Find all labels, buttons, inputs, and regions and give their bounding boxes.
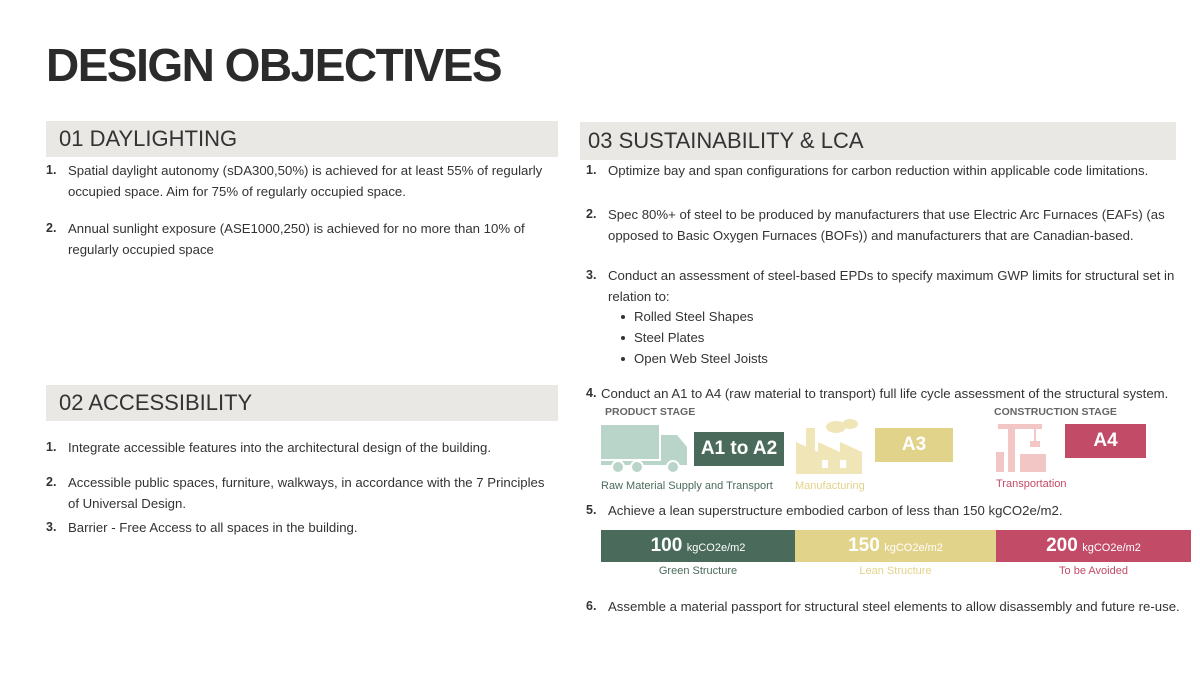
bar-unit: kgCO2e/m2 — [1082, 542, 1141, 554]
caption-lean-structure: Lean Structure — [859, 565, 932, 577]
caption-manufacturing: Manufacturing — [795, 480, 865, 492]
item-text-line: of Universal Design. — [68, 496, 187, 511]
stage-a3: A3 — [875, 428, 953, 462]
item-text-line: occupied space. Aim for 75% of regularly occupied space. — [68, 184, 406, 199]
bar-value: 150 — [848, 535, 880, 556]
item-text-line: Barrier - Free Access to all spaces in the building. — [68, 520, 358, 535]
section-heading-daylighting: 01 DAYLIGHTING — [46, 121, 558, 157]
item-number: 3. — [586, 268, 597, 282]
bar-unit: kgCO2e/m2 — [884, 542, 943, 554]
caption-transportation: Transportation — [996, 478, 1067, 490]
item-text-line: Achieve a lean superstructure embodied carbon of less than 150 kgCO2e/m2. — [608, 503, 1063, 518]
item-number: 6. — [586, 599, 597, 613]
construction-stage-label: CONSTRUCTION STAGE — [994, 406, 1117, 418]
item-number: 4. — [586, 386, 597, 400]
bullet-item: Rolled Steel Shapes — [621, 306, 768, 327]
product-stage-label: PRODUCT STAGE — [605, 406, 696, 418]
bar-value: 200 — [1046, 535, 1078, 556]
item-text-line: Assemble a material passport for structural steel elements to allow disassembly and future re-use. — [608, 599, 1180, 614]
item-number: 3. — [46, 520, 57, 534]
item-number: 1. — [46, 440, 57, 454]
item-number: 1. — [586, 163, 597, 177]
carbon-bar-green — [601, 530, 795, 562]
item-text-line: Optimize bay and span configurations for carbon reduction within applicable code limitations. — [608, 163, 1149, 178]
bar-unit: kgCO2e/m2 — [686, 542, 746, 554]
item-text-line: opposed to Basic Oxygen Furnaces (BOFs)) and manufacturers that are Canadian-based. — [608, 228, 1134, 243]
item-number: 2. — [586, 207, 597, 221]
carbon-bar-lean — [795, 530, 996, 562]
crane-icon — [994, 422, 1050, 474]
bar-value: 100 — [650, 535, 683, 556]
steel-bullet-list — [621, 306, 768, 369]
carbon-bar-avoid — [996, 530, 1191, 562]
truck-icon — [601, 425, 689, 475]
factory-icon — [796, 418, 870, 474]
section-heading-accessibility: 02 ACCESSIBILITY — [46, 385, 558, 421]
item-text-line: Annual sunlight exposure (ASE1000,250) is achieved for no more than 10% of — [68, 221, 525, 236]
caption-green-structure: Green Structure — [658, 565, 738, 577]
item-text-line: Conduct an A1 to A4 (raw material to transport) full life cycle assessment of the structural system. — [601, 386, 1169, 401]
item-text-line: Integrate accessible features into the architectural design of the building. — [68, 440, 491, 455]
item-text-line: Accessible public spaces, furniture, walkways, in accordance with the 7 Principles — [68, 475, 545, 490]
bullet-item: Open Web Steel Joists — [621, 348, 768, 369]
page-title: DESIGN OBJECTIVES — [46, 39, 502, 91]
item-number: 2. — [46, 221, 57, 235]
item-number: 2. — [46, 475, 57, 489]
item-number: 1. — [46, 163, 57, 177]
item-text-line: Spatial daylight autonomy (sDA300,50%) is achieved for at least 55% of regularly — [68, 163, 543, 178]
section-heading-sustainability: 03 SUSTAINABILITY & LCA — [580, 122, 1176, 160]
item-text-line: Conduct an assessment of steel-based EPDs to specify maximum GWP limits for structural set in — [608, 268, 1175, 283]
stage-a1-a2: A1 to A2 — [694, 432, 784, 466]
item-text-line: relation to: — [608, 289, 670, 304]
caption-to-be-avoided: To be Avoided — [1059, 565, 1128, 577]
item-text-line: regularly occupied space — [68, 242, 214, 257]
item-text-line: Spec 80%+ of steel to be produced by manufacturers that use Electric Arc Furnaces (EAFs) (as — [608, 207, 1165, 222]
stage-a4: A4 — [1065, 424, 1146, 458]
bullet-item: Steel Plates — [621, 327, 768, 348]
caption-transport: Raw Material Supply and Transport — [601, 480, 773, 492]
item-number: 5. — [586, 503, 597, 517]
